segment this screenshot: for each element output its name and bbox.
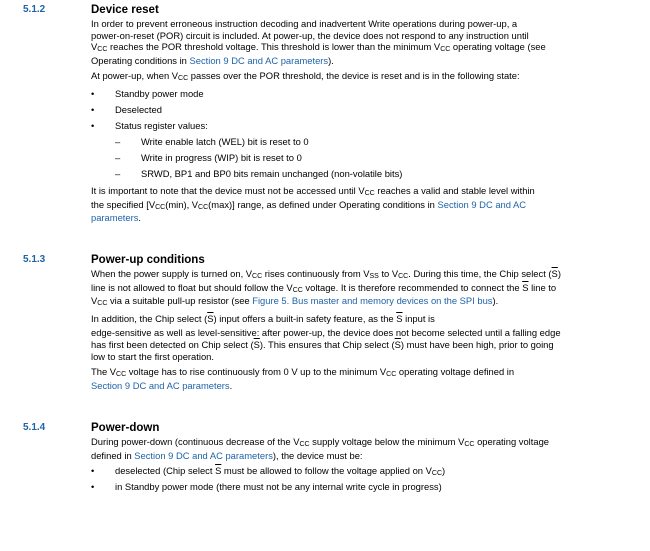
- list-item: • Standby power mode: [91, 87, 204, 99]
- list-item: • Deselected: [91, 103, 162, 115]
- section-body: [91, 436, 641, 497]
- figure-5-link[interactable]: Figure 5. Bus master and memory devices on the SPI bus: [252, 295, 493, 307]
- list-item: • deselected (Chip select $\overline{S}$ must be allowed to follow the voltage applied on $V_{CC}$): [91, 465, 446, 478]
- paragraph: During power-down (continuous decrease of the $V_{CC}$ supply voltage below the minimum $V_{CC}$ operating voltage defined in Section 9 DC and AC parameters), the device must be:: [91, 436, 550, 461]
- section-9-link[interactable]: Section 9 DC and AC parameters: [134, 449, 273, 461]
- list-item: • Status register values:: [91, 119, 208, 131]
- section-title: Device reset: [91, 4, 159, 16]
- paragraph: In order to prevent erroneous instruction decoding and inadvertent Write operations during power-up, a power-on-reset (POR) circuit is included. At power-up, the device does not respond to any instruction until $V_{CC}$ reaches the POR threshold voltage. This threshold is lower than the minimum $V_{CC}$ operating voltage (see Operating conditions in Section 9 DC and AC parameters).: [91, 18, 546, 66]
- section-body: [91, 268, 641, 395]
- section-9-link[interactable]: Section 9 DC and AC parameters: [91, 379, 230, 391]
- section-number: 5.1.3: [23, 254, 46, 265]
- sub-list-item: – SRWD, BP1 and BP0 bits remain unchanged (non-volatile bits): [115, 167, 403, 179]
- sub-list-item: – Write in progress (WIP) bit is reset to 0: [115, 151, 302, 163]
- paragraph: In addition, the Chip select $(\overline{S})$ input offers a built-in safety feature, as the $\overline{S}$ input is: [91, 312, 435, 324]
- paragraph: At power-up, when $V_{CC}$ passes over the POR threshold, the device is reset and is in the following state:: [91, 70, 520, 83]
- sub-list-item: – Write enable latch (WEL) bit is reset to 0: [115, 135, 309, 147]
- paragraph: edge-sensitive as well as level-sensitive: after power-up, the device does not become selected until a falling edge has first been detected on Chip select $(\overline{S})$. This ensures that Chip select $(\overline{S})$ must have been high, prior to going low to start the first operation.: [91, 327, 561, 362]
- list-item: • in Standby power mode (there must not be any internal write cycle in progress): [91, 481, 442, 493]
- paragraph: The $V_{CC}$ voltage has to rise continuously from 0 V up to the minimum $V_{CC}$ operating voltage defined in Section 9 DC and AC parameters.: [91, 366, 515, 391]
- paragraph: It is important to note that the device must not be accessed until $V_{CC}$ reaches a valid and stable level within the specified [$V_{CC}(\min)$, $V_{CC}(\max)$] range, as defined under Operating conditions in Section 9 DC and AC parameters.: [91, 184, 535, 224]
- paragraph: When the power supply is turned on, $V_{CC}$ rises continuously from $V_{SS}$ to $V_{CC}$. During this time, the Chip select $(\overline{S})$ line is not allowed to float but should follow the $V_{CC}$ voltage. It is therefore recommended to connect the $\overline{S}$ line to $V_{CC}$ via a suitable pull-up resistor (see Figure 5. Bus master and memory devices on the SPI bus).: [91, 268, 561, 308]
- section-9-link-cont[interactable]: parameters: [91, 212, 139, 224]
- section-title: Power-down: [91, 422, 160, 434]
- section-body: [91, 18, 641, 228]
- section-number: 5.1.4: [23, 422, 46, 433]
- section-9-link[interactable]: Section 9 DC and AC parameters: [189, 54, 329, 66]
- section-number: 5.1.2: [23, 4, 46, 15]
- section-9-link[interactable]: Section 9 DC and AC: [437, 198, 527, 210]
- section-title: Power-up conditions: [91, 254, 205, 266]
